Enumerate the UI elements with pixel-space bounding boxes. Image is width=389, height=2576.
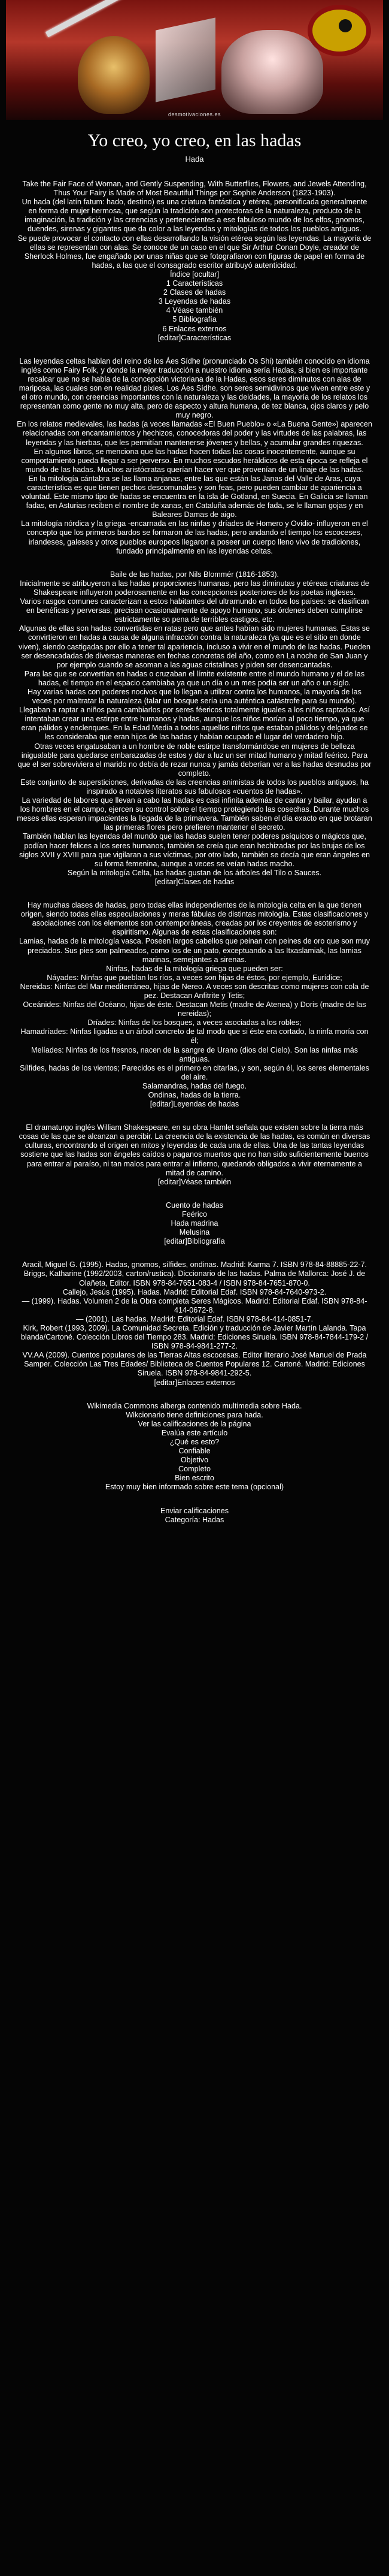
figure-right (221, 30, 323, 114)
section-footer: Enviar calificaciones Categoría: Hadas (160, 1506, 229, 1524)
section-caracteristicas: Las leyendas celtas hablan del reino de los Áes Sídhe (pronunciado Os Shi) también conocido en idioma inglés como Fairy Folk, y donde la mejor traducción a nuestro idioma sería Hadas, si bien es importante recalcar que no se habla de la concepción victoriana de la Hadas, esos seres diminutos con alas de mariposa, las cuales son en realidad pixies. Los Áes Sídhe, son seres semidivinos que viven entre este y el otro mundo, con creencias importantes con la naturaleza y las deidades, la mayoría de los relatos los representan como gente no muy alta, pero de aspecto y altura humana, de tez blanca, ojos claros y pelo muy negro. En los relatos medievales, las hadas (a veces llamadas «El Buen Pueblo» o «La Buena Gente») aparecen relacionadas con encantamientos y hechizos, conocedoras del poder y las virtudes de las palabras, las leyendas y las hierbas, que les permitían mantenerse jóvenes y bellas, y acumular grandes riquezas. En algunos libros, se menciona que las hadas hacen todas las cosas inocentemente, aunque su comportamiento pueda llegar a ser perverso. En muchos escudos heráldicos de esta época se refleja el mundo de las hadas. Muchos aristócratas querían hacer ver que provenían de un linaje de las hadas. En la mitología cántabra se las llama anjanas, entre las que están las Janas del Valle de Aras, cuya característica es que tienen pechos descomunales y son feas, pero pueden cambiar de apariencia a voluntad. Este mismo tipo de hadas se encuentra en la isla de Gotland, en Suecia. En Galicia se llaman fadas, en Asturias reciben el nombre de xanas, en Cataluña además de fada, se le llaman gojas y en Baleares Damas de aigo. La mitología nórdica y la griega -encarnada en las ninfas y dríades de Homero y Ovidio- influyeron en el concepto que los primeros bardos se formaron de las hadas, pero andando el tiempo los escoceses, irlandeses, galeses y otros pueblos europeos llegaron a poseer un cuerpo lleno vivo de tradiciones, fundado principalmente en las leyendas celtas. (17, 356, 372, 555)
sword-blade (45, 0, 122, 37)
section-origen: Baile de las hadas, por Nils Blommér (1816-1853). Inicialmente se atribuyeron a las hadas proporciones humanas, pero las diminutas y etéreas criaturas de Shakespeare influyeron poderosamente en las concepciones posteriores de los poetas ingleses. Varios rasgos comunes caracterizan a estos habitantes del ultramundo en todos los países: se clasifican en benéficas y perversas, precisan ocasionalmente de apoyo humano, sus órdenes deben cumplirse estrictamente so pena de terribles castigos, etc. Algunas de ellas son hadas convertidas en ratas pero que antes habían sido mujeres humanas. Estas se convirtieron en hadas a causa de alguna infracción contra la naturaleza (ya que es el sitio en donde viven), siendo castigadas por ello a tener tal apariencia, incluso a vivir en el mundo de las hadas. Pueden ser desencadadas de diversas maneras en fechas concretas del año, como en La noche de San Juan y por ejemplo cuando se asoman a las aguas cristalinas y piden ser desencantadas. Para las que se convertían en hadas o cruzaban el límite existente entre el mundo humano y el de las hadas, el tiempo en el espacio cambiaba ya que un día o un mes podía ser un año o un siglo. Hay varias hadas con poderes nocivos que lo llegan a utilizar contra los humanos, la mayoría de las veces por maltratar la naturaleza (talar un bosque sería una auténtica catástrofe para su mundo). Llegaban a raptar a niños para cambiarlos por seres féericos totalmente iguales a los niños raptados. Así intentaban crear una estirpe entre humanos y hadas, aunque los niños morían al poco tiempo, ya que eran pálidos y enclenques. En la Edad Media a todos aquellos niños que estaban pálidos y delgados se les consideraba que eran hijos de las hadas y habían ocupado el lugar del verdadero hijo. Otras veces engatusaban a un hombre de noble estirpe transformándose en mujeres de belleza inigualable para quedarse embarazadas de estos y dar a luz un ser mitad humano y mitad feérico. Para que el ser sobreviviera el marido no debía de rezar nunca y jamás deberían ver a las hadas desnudas por completo. Este conjunto de supersticiones, derivadas de las creencias animistas de todos los pueblos antiguos, ha inspirado a notables literatos sus fabulosos «cuentos de hadas». La variedad de labores que llevan a cabo las hadas es casi infinita además de cantar y bailar, ayudan a los hombres en el campo, ejercen su control sobre el tiempo protegiendo las cosechas. Durante muchos meses ellas esperan impacientes la llegada de la primavera. También saben el día exacto en que brotaran las primeras flores pero prefieren mantener el secreto. También hablan las leyendas del mundo que las hadas suelen tener poderes psíquicos o mágicos que, podían hacer felices a los seres humanos, también se creía que eran hechizadas por las brujas de los siglos XVII y XVIII para que vigilaran a sus víctimas, por otro lado, también se decía que eran ángeles en su forma femenina, aunque a veces se veían hadas macho. Según la mitología Celta, las hadas gustan de los árboles del Tilo o Sauces. [editar]Clases de hadas (17, 570, 372, 886)
section-vease-tambien: Cuento de hadas Feérico Hada madrina Melusina [editar]Bibliografía (164, 1201, 225, 1246)
article-body (17, 180, 372, 1533)
page-title: Yo creo, yo creo, en las hadas (87, 131, 302, 150)
pupil-shape (339, 19, 352, 32)
figure-left (78, 36, 150, 114)
eye-shape (308, 5, 371, 56)
wing-shape (156, 17, 215, 102)
section-clases: Hay muchas clases de hadas, pero todas ellas independientes de la mitología celta en la que tienen origen, siendo todas ellas especulaciones y meras fábulas de distintas mitología. Estas clasificaciones y asociaciones con los elementos son contemporáneas, creadas por los creyentes de esoterismo y espiritismo. Algunas de estas clasificaciones son: Lamias, hadas de la mitología vasca. Poseen largos cabellos que peinan con peines de oro que son muy preciados. Sus pies son palmeados, como los de un pato, exceptuando a las Itxaslamiak, las lamias marinas, semejantes a sirenas. Ninfas, hadas de la mitología griega que pueden ser: Náyades: Ninfas que pueblan los ríos, a veces son hijas de éstos, por ejemplo, Eurídice; Nereidas: Ninfas del Mar mediterráneo, hijas de Nereo. A veces son descritas como mujeres con cola de pez. Destacan Anfitrite y Tetis; Oceánides: Ninfas del Océano, hijas de éste. Destacan Metis (madre de Atenea) y Doris (madre de las nereidas); Dríades: Ninfas de los bosques, a veces asociadas a los robles; Hamadríades: Ninfas ligadas a un árbol concreto de tal modo que si éste era cortado, la ninfa moría con él; Melíades: Ninfas de los fresnos, nacen de la sangre de Urano (dios del Cielo). Son las ninfas más antiguas. Sílfides, hadas de los vientos; Parecidos es el primero en citarlas, y son, según él, los seres elementales del aire. Salamandras, hadas del fuego. Ondinas, hadas de la tierra. [editar]Leyendas de hadas (19, 901, 370, 1109)
section-leyendas: El dramaturgo inglés William Shakespeare, en su obra Hamlet señala que existen sobre la tierra más cosas de las que se alcanzan a percibir. La creencia de la existencia de las hadas, es común en diversas culturas, encontrando el origen en mitos y leyendas de cada una de ellas. Una de las tantas leyendas sostiene que las hadas son ángeles caídos o paganos muertos que no han sido suficientemente buenos para entrar al paraíso, ni tan malos para entrar al infierno, quedando obligados a vivir eternamente a mitad de camino. [editar]Véase también (19, 1123, 370, 1186)
header-image (6, 0, 383, 120)
watermark-text: desmotivaciones.es (168, 111, 221, 117)
section-bibliografia: Aracil, Miguel G. (1995). Hadas, gnomos, sílfides, ondinas. Madrid: Karma 7. ISBN 978-84-88885-22-7. Briggs, Katharine (1992/2003, carton/rustica). Diccionario de las hadas. Palma de Mallorca: José J. de Olañeta, Editor. ISBN 978-84-7651-083-4 / ISBN 978-84-7651-870-0. Callejo, Jesús (1995). Hadas. Madrid: Editorial Edaf. ISBN 978-84-7640-973-2. — (1999). Hadas. Volumen 2 de la Obra completa Seres Mágicos. Madrid: Editorial Edaf. ISBN 978-84-414-0672-8. — (2001). Las hadas. Madrid: Editorial Edaf. ISBN 978-84-414-0851-7. Kirk, Robert (1993, 2009). La Comunidad Secreta. Edición y traducción de Javier Martín Lalanda. Tapa blanda/Cartoné. Colección Libros del Tiempo 283. Madrid: Ediciones Siruela. ISBN 978-84-7844-179-2 / ISBN 978-84-9841-277-2. VV.AA (2009). Cuentos populares de las Tierras Altas escocesas. Editor literario José Manuel de Prada Samper. Colección Las Tres Edades/ Biblioteca de Cuentos Populares 12. Cartoné. Madrid: Ediciones Siruela. ISBN 978-84-9841-292-5. [editar]Enlaces externos (20, 1260, 369, 1387)
page-subtitle: Hada (185, 155, 204, 164)
artwork (6, 0, 383, 120)
section-enlaces: Wikimedia Commons alberga contenido multimedia sobre Hada. Wikcionario tiene definiciones para hada. Ver las calificaciones de la página Evalúa este artículo ¿Qué es esto? Confiable Objetivo Completo Bien escrito Estoy muy bien informado sobre este tema (opcional) (87, 1401, 302, 1492)
section-intro: Take the Fair Face of Woman, and Gently Suspending, With Butterflies, Flowers, and Jewels Attending, Thus Your Fairy is Made of Most Beautiful Things por Sophie Anderson (1823-1903). Un hada (del latín fatum: hado, destino) es una criatura fantástica y etérea, personificada generalmente en forma de mujer hermosa, que según la tradición son protectoras de la naturaleza, producto de la imaginación, la tradición y las creencias y pertenecientes a ese fabuloso mundo de los elfos, gnomos, duendes, sirenas y gigantes que da color a las leyendas y mitologías de todos los pueblos antiguos. Se puede provocar el contacto con ellas desarrollando la visión etérea según las leyendas. La mayoría de ellas se representan con alas. Se conoce de un caso en el que Sir Arthur Conan Doyle, creador de Sherlock Holmes, fue engañado por unas niñas que se fotografiaron con figuras de papel en forma de hadas, a las que el consagrado escritor atribuyó autenticidad. Índice [ocultar] 1 Características 2 Clases de hadas 3 Leyendas de hadas 4 Véase también 5 Bibliografía 6 Enlaces externos [editar]Características (17, 180, 372, 342)
